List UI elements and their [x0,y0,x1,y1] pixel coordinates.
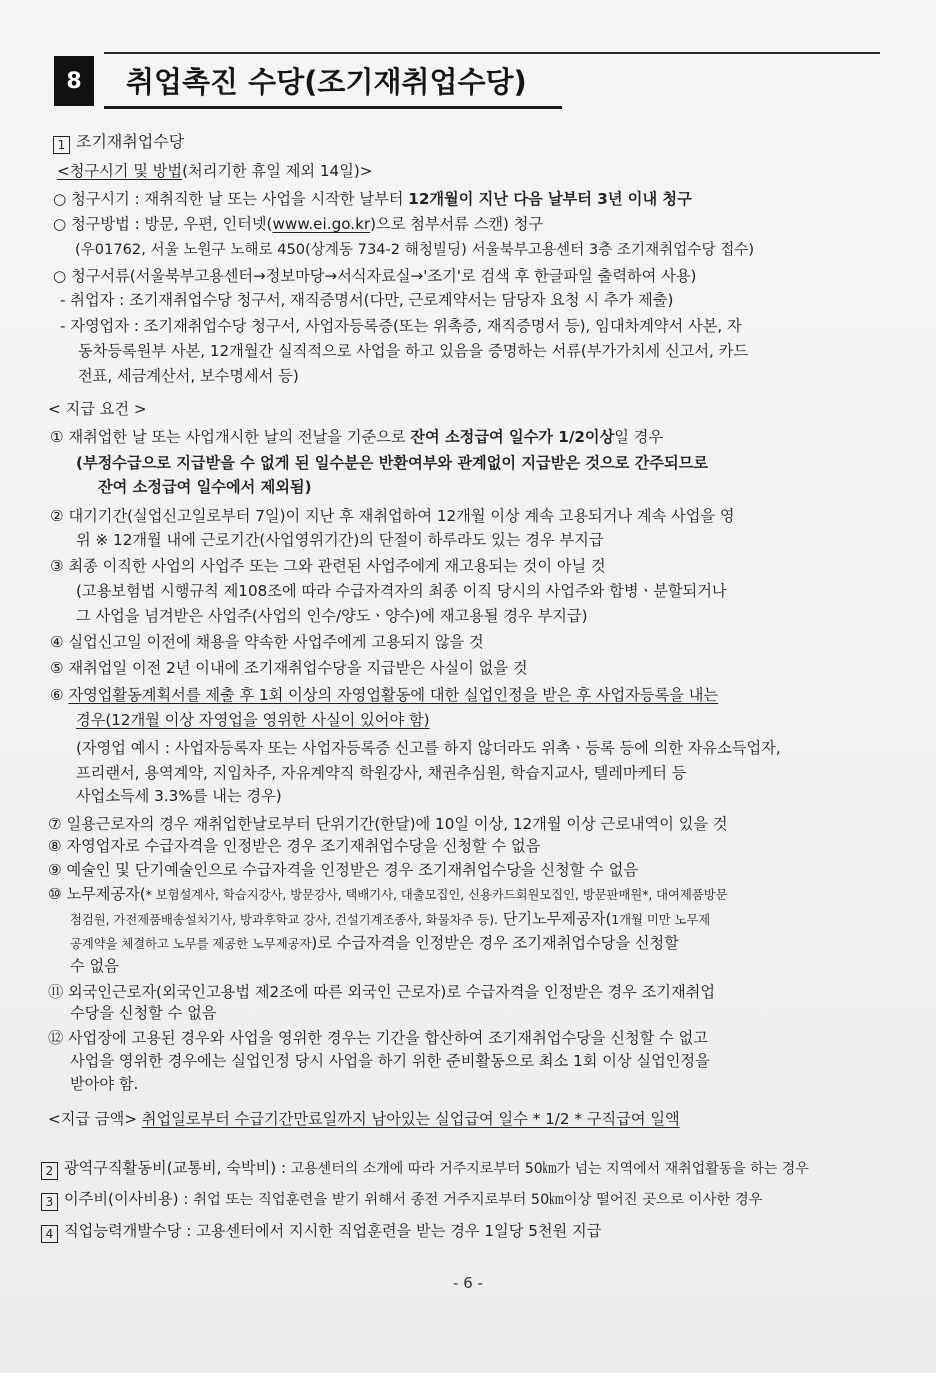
requirement-10-examples-cont: 점검원, 가전제품배송설치기사, 방과후학교 강사, 건설기계조종사, 화물차주 등). [70,913,498,927]
requirement-8: ⑧ 자영업자로 수급자격을 인정받은 경우 조기재취업수당을 신청할 수 없음 [48,837,541,855]
docs-self-employed-2: 동차등록원부 사본, 12개월간 실직적으로 사업을 하고 있음을 증명하는 서류(부가가치세 신고서, 카드 [78,342,749,360]
claim-address: (우01762, 서울 노원구 노해로 450(상계동 734-2 해청빌딩) 서울북부고용센터 3층 조기재취업수당 접수) [75,241,755,258]
section-4-number: 4 [41,1225,58,1243]
requirement-6-example-3: 사업소득세 3.3%를 내는 경우) [76,787,282,805]
section-3-title: 이주비(이사비용) : [64,1190,189,1208]
section-2 [41,1158,809,1180]
page-title: 취업촉진 수당(조기재취업수당) [126,65,527,99]
payment-amount-formula: 취업일로부터 수급기간만료일까지 남아있는 실업급여 일수 * 1/2 * 구직급여 일액 [141,1110,680,1128]
requirement-12-line-1: ⑫ 사업장에 고용된 경우와 사업을 영위한 경우는 기간을 합산하여 조기재취업수당을 신청할 수 없고 [48,1029,708,1047]
requirement-4: ④ 실업신고일 이전에 채용을 약속한 사업주에게 고용되지 않을 것 [50,633,484,651]
payment-amount [48,1109,680,1129]
requirement-12-line-2: 사업을 영위한 경우에는 실업인정 당시 사업을 하기 위한 준비활동으로 최소 1회 이상 실업인정을 [70,1052,710,1070]
requirement-10-short-term: 단기노무제공자( [497,910,612,928]
requirement-3-line-1: ③ 최종 이직한 사업의 사업주 또는 그와 관련된 사업주에게 재고용되는 것이 아닐 것 [50,557,606,575]
claim-time [53,189,692,209]
section-3-text: 취업 또는 직업훈련을 받기 위해서 종전 거주지로부터 50㎞이상 떨어진 곳으로 이사한 경우 [188,1192,763,1208]
requirement-10-line-3 [70,933,679,954]
section-3-number: 3 [41,1193,58,1211]
requirement-1 [50,427,663,447]
requirements-heading: < 지급 요건 > [48,400,147,418]
requirement-10-line-2 [70,909,710,930]
requirement-3-line-2: (고용보험법 시행규칙 제108조에 따라 수급자격자의 최종 이직 당시의 사업주와 합병ㆍ분할되거나 [76,582,727,600]
requirement-6-example-1: (자영업 예시 : 사업자등록자 또는 사업자등록증 신고를 하지 않더라도 위촉ㆍ등록 등에 의한 자유소득업자, [76,739,781,757]
requirement-6-line-2: 경우(12개월 이상 자영업을 영위한 사실이 있어야 함) [76,711,430,729]
website-link[interactable]: www.ei.go.kr [272,215,371,233]
requirement-1-note-2: 잔여 소정급여 일수에서 제외됨) [98,478,312,496]
section-2-number: 2 [41,1162,58,1180]
section-2-title: 광역구직활동비(교통비, 숙박비) : [64,1159,287,1177]
header-top-rule [104,52,880,54]
docs-employee: - 취업자 : 조기재취업수당 청구서, 재직증명서(다만, 근로계약서는 담당자 요청 시 추가 제출) [60,291,674,309]
requirement-9: ⑨ 예술인 및 단기예술인으로 수급자격을 인정받은 경우 조기재취업수당을 신청할 수 없음 [48,861,639,879]
claim-heading-deadline: (처리기한 휴일 제외 14일) [182,162,360,180]
requirement-10-examples: * 보험설계사, 학습지강사, 방문강사, 택배기사, 대출모집인, 신용카드회원모집인, 방문판매원*, 대여제품방문 [145,888,728,902]
requirement-1-emphasis: 잔여 소정급여 일수가 1/2이상 [410,428,615,446]
requirement-10-line-1 [48,884,727,905]
claim-method-text-end: )으로 첨부서류 스캔) 청구 [370,215,544,233]
requirement-12-line-3: 받아야 함. [70,1075,139,1093]
claim-method-text: ○ 청구방법 : 방문, 우편, 인터넷( [53,215,273,233]
requirement-11-line-1: ⑪ 외국인근로자(외국인고용법 제2조에 따른 외국인 근로자)로 수급자격을 인정받은 경우 조기재취업 [48,983,715,1001]
claim-heading [57,161,373,181]
section-1-title: 조기재취업수당 [76,132,185,151]
payment-amount-label: <지급 금액> [48,1110,137,1128]
requirement-1-note-1: (부정수급으로 지급받을 수 없게 된 일수분은 반환여부와 관계없이 지급받은 것으로 간주되므로 [76,454,708,472]
requirement-10-short-term-def-cont: 공계약을 체결하고 노무를 제공한 노무제공자 [70,937,312,951]
requirement-10-text: )로 수급자격을 인정받은 경우 조기재취업수당을 신청할 [311,934,679,952]
page-number: - 6 - [453,1274,483,1292]
section-2-text: 고용센터의 소개에 따라 거주지로부터 50㎞가 넘는 지역에서 재취업활동을 하는 경우 [286,1161,809,1177]
requirement-10-short-term-def: 1개월 미만 노무제 [611,913,711,927]
requirement-2-line-1: ② 대기기간(실업신고일로부터 7일)이 지난 후 재취업하여 12개월 이상 계속 고용되거나 계속 사업을 영 [50,507,735,525]
requirement-6-marker: ⑥ [50,686,69,704]
requirement-3-line-3: 그 사업을 넘겨받은 사업주(사업의 인수/양도ㆍ양수)에 재고용될 경우 부지급) [76,607,588,625]
requirement-6-example-2: 프리랜서, 용역계약, 지입차주, 자유계약직 학원강사, 채권추심원, 학습지교사, 텔레마케터 등 [76,764,687,782]
claim-time-text: ○ 청구시기 : 재취직한 날 또는 사업을 시작한 날부터 [53,190,409,208]
requirement-5: ⑤ 재취업일 이전 2년 이내에 조기재취업수당을 지급받은 사실이 없을 것 [50,659,528,677]
requirement-2-line-2: 위 ※ 12개월 내에 근로기간(사업영위기간)의 단절이 하루라도 있는 경우 부지급 [76,531,604,549]
docs-self-employed-3: 전표, 세금계산서, 보수명세서 등) [78,367,299,385]
requirement-10-label: ⑩ 노무제공자( [48,885,146,903]
section-3 [41,1189,763,1211]
docs-self-employed-1: - 자영업자 : 조기재취업수당 청구서, 사업자등록증(또는 위촉증, 재직증명서 등), 임대차계약서 사본, 자 [60,317,742,335]
requirement-10-line-4: 수 없음 [70,957,119,975]
claim-documents: ○ 청구서류(서울북부고용센터→정보마당→서식자료실→'조기'로 검색 후 한글파일 출력하여 사용) [53,267,697,285]
claim-heading-main: <청구시기 및 방법 [57,162,183,180]
requirement-7: ⑦ 일용근로자의 경우 재취업한날로부터 단위기간(한달)에 10일 이상, 12개월 이상 근로내역이 있을 것 [48,815,728,833]
section-4-text: 고용센터에서 지시한 직업훈련을 받는 경우 1일당 5천원 지급 [191,1222,602,1240]
requirement-11-line-2: 수당을 신청할 수 없음 [70,1004,217,1022]
section-4 [41,1221,601,1243]
section-4-title: 직업능력개발수당 : [64,1222,192,1240]
requirement-1-end: 일 경우 [614,428,664,446]
title-underline [104,106,562,109]
section-1-number: 1 [53,136,70,154]
claim-heading-close: > [359,162,373,180]
section-number-badge: 8 [54,56,94,106]
requirement-1-text: ① 재취업한 날 또는 사업개시한 날의 전날을 기준으로 [50,428,411,446]
claim-time-period: 12개월이 지난 다음 날부터 3년 이내 청구 [408,190,692,208]
claim-method [53,214,543,234]
requirement-6-text: 자영업활동계획서를 제출 후 1회 이상의 자영업활동에 대한 실업인정을 받은 후 사업자등록을 내는 [68,686,719,704]
section-1-heading [53,132,184,154]
requirement-6-line-1 [50,685,718,705]
